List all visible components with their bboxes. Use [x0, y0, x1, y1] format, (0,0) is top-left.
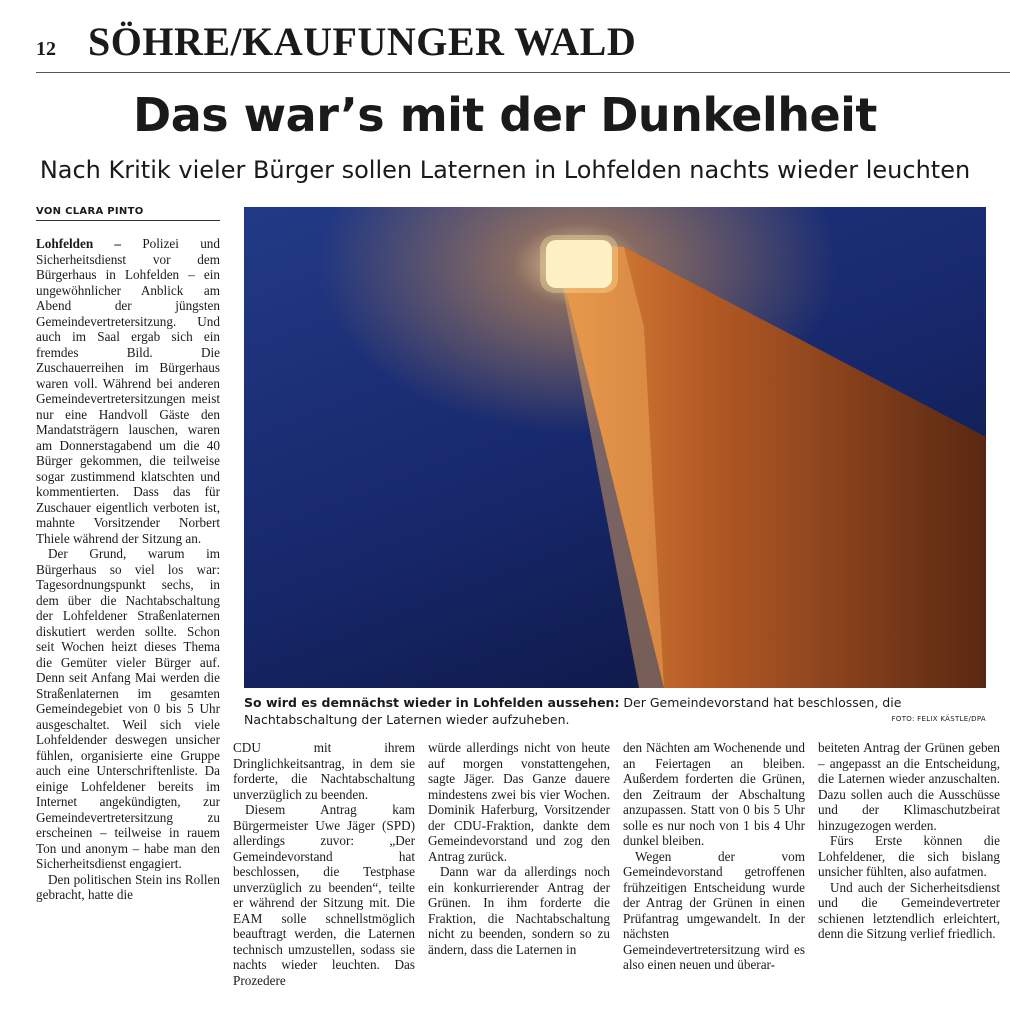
paragraph: Und auch der Sicherheitsdienst und die Gemeindevertreter schienen letztendlich erleichtert, denn die Sitzung verlief friedlich. [818, 879, 1000, 941]
paragraph: Fürs Erste können die Lohfeldener, die sich bislang unsicher fühlten, also aufatmen. [818, 833, 1000, 879]
paragraph: Den politischen Stein ins Rollen gebracht, hatte die [36, 871, 220, 902]
caption-lead: So wird es demnächst wieder in Lohfelden aussehen: [244, 695, 620, 710]
section-title: SÖHRE/KAUFUNGER WALD [88, 19, 637, 64]
article-headline: Das war’s mit der Dunkelheit [133, 88, 877, 142]
article-photo [244, 207, 986, 688]
article-subheadline: Nach Kritik vieler Bürger sollen Laternen in Lohfelden nachts wieder leuchten [39, 156, 971, 184]
streetlamp-photo [244, 207, 986, 688]
paragraph: den Nächten am Wochenende und an Feiertagen an bleiben. Außerdem forderten die Grünen, den Zeitraum der Abschaltung anzupassen. Statt von 0 bis 5 Uhr solle es nur noch von 1 bis 4 Uhr dunkel bleiben. [623, 740, 805, 848]
caption-text: Der Gemeindevorstand hat beschlossen, die Nachtabschaltung der Laternen wieder aufzuheben. [244, 695, 902, 727]
text-column-4 [623, 740, 805, 973]
paragraph: CDU mit ihrem Dringlichkeitsantrag, in dem sie forderte, die Nachtabschaltung unverzüglich zu beenden. [233, 740, 415, 802]
text-column-2 [233, 740, 415, 988]
paragraph: Diesem Antrag kam Bürgermeister Uwe Jäger (SPD) allerdings zuvor: „Der Gemeindevorstand hat beschlossen, die Testphase unverzüglich zu beenden“, teilte er während der Sitzung mit. Die EAM solle schnellstmöglich beauftragt werden, die Laternen technisch umzustellen, sodass sie nachts wieder leuchten. Das Prozedere [233, 802, 415, 988]
article-byline: VON CLARA PINTO [36, 206, 220, 221]
paragraph: Der Grund, warum im Bürgerhaus so viel los war: Tagesordnungspunkt sechs, in dem über die Nachtabschaltung der Lohfeldener Straßenlaternen diskutiert werden sollte. Schon seit Wochen heizt dieses Thema die Gemüter vieler Bürger auf. Denn seit Anfang Mai werden die Straßenlaternen im gesamten Gemeindegebiet von 0 bis 5 Uhr ausgeschaltet. Weil sich viele Lohfeldender deswegen unsicher fühlen, organisierte eine Gruppe auch eine Unterschriftenliste. Da einige Lohfeldener bereits im Internet angekündigten, zur Gemeindevertretersitzung zu erscheinen – teilweise in rauem Ton und anonym – habe man den Sicherheitsdienst engagiert. [36, 546, 220, 871]
header-divider [36, 72, 1010, 73]
text-column-1 [36, 236, 220, 903]
text-column-3 [428, 740, 610, 957]
paragraph: Dann war da allerdings noch ein konkurrierender Antrag der Grünen. In ihm forderte die Fraktion, die Nachtabschaltung nicht zu beenden, sondern so zu ändern, dass die Laternen in [428, 864, 610, 957]
paragraph: beiteten Antrag der Grünen geben – angepasst an die Entscheidung, die Laternen wieder anzuschalten. Dazu sollen auch die Ausschüsse und der Klimaschutzbeirat hinzugezogen werden. [818, 740, 1000, 833]
text-column-5 [818, 740, 1000, 942]
dateline: Lohfelden – [36, 236, 122, 251]
page-header [36, 18, 1010, 70]
photo-credit: FOTO: FELIX KÄSTLE/DPA [891, 715, 986, 723]
paragraph: Lohfelden – Polizei und Sicherheitsdienst vor dem Bürgerhaus in Lohfelden – ein ungewöhnlicher Anblick am Abend der jüngsten Gemeindevertretersitzung. Und auch im Saal ergab sich ein fremdes Bild. Die Zuschauerreihen im Bürgerhaus waren voll. Während bei anderen Gemeindevertretersitzungen meist nur eine Handvoll Gäste den Mandatsträgern lauschen, waren am Donnerstagabend um die 40 Bürger gekommen, die teilweise sogar zustimmend klatschten und kommentierten. Dass das für Zuschauer eigentlich verboten ist, mahnte Vorsitzender Norbert Thiele während der Sitzung an. [36, 236, 220, 546]
page-number: 12 [36, 38, 56, 60]
paragraph: Wegen der vom Gemeindevorstand getroffenen frühzeitigen Entscheidung wurde der Antrag der Grünen in einen Prüfantrag umgewandelt. In der nächsten Gemeindevertretersitzung wird es also einen neuen und überar- [623, 848, 805, 972]
paragraph: würde allerdings nicht von heute auf morgen vonstattengehen, sagte Jäger. Das Ganze dauere mindestens zwei bis vier Wochen. Dominik Haferburg, Vorsitzender der CDU-Fraktion, dankte dem Gemeindevorstand und zog den Antrag zurück. [428, 740, 610, 864]
